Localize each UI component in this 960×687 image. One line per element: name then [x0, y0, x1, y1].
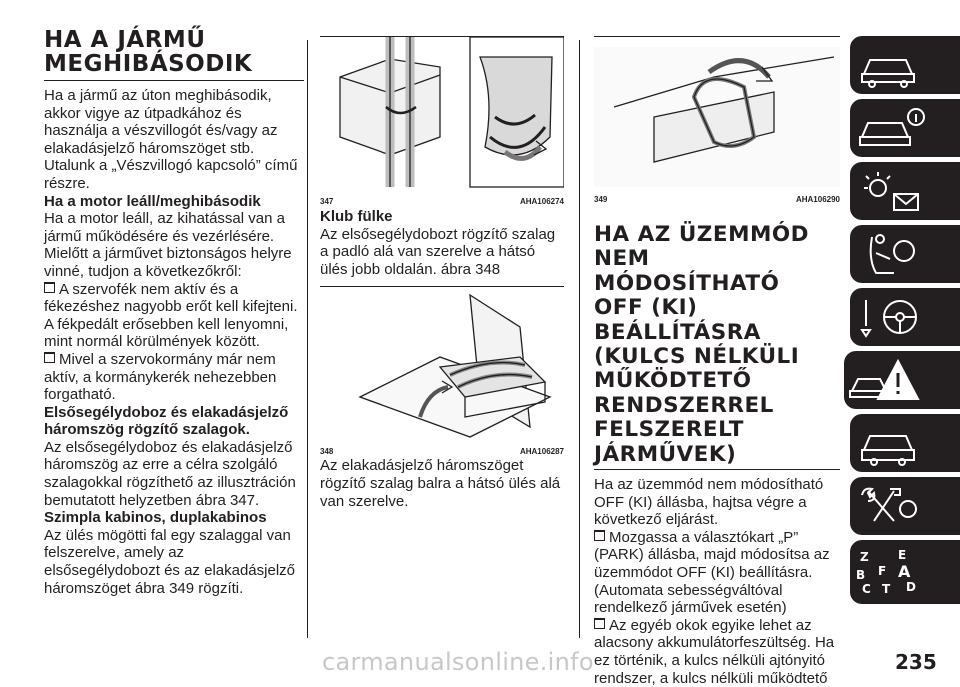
- strap-floor-illustration: [320, 287, 564, 445]
- title-line: HA AZ ÜZEMMÓD: [594, 222, 809, 247]
- figure-349-caption: [594, 195, 840, 205]
- club-cab-text: Az elsősegélydobozt rögzítő szalag a padló alá van szerelve a hátsó ülés jobb oldalán. ábra 348: [320, 225, 556, 278]
- seat-airbag-icon: [854, 229, 928, 279]
- figure-348-caption: [320, 447, 564, 457]
- tab-emergency[interactable]: [844, 351, 960, 409]
- title-line: (KULCS NÉLKÜLI: [594, 344, 800, 370]
- title-line: OFF (KI): [594, 295, 698, 321]
- title-rule: [44, 80, 304, 81]
- tab-safety[interactable]: [850, 225, 960, 283]
- figure-349: [594, 37, 840, 193]
- alphabet-index-icon: [854, 547, 928, 597]
- strap-seat-illustration: [320, 37, 564, 195]
- column-2: [320, 28, 564, 510]
- bullet-text: Mozgassa a választókart „P” (PARK) állásba, majd módosítsa az üzemmódot OFF (KI) beállításra. (Automata sebességváltóval rendelkező járművek esetén): [594, 528, 830, 617]
- figure-number: 349: [594, 195, 608, 204]
- svg-text:E: E: [898, 548, 907, 562]
- title-line: HA A JÁRMŰ: [44, 27, 206, 53]
- figure-code: AHA106290: [795, 195, 840, 204]
- cab-types-text: Az ülés mögötti fal egy szalaggal van felszerelve, amely az elsősegélydobozt és az elakadásjelző háromszöget ábra 349 rögzíti.: [44, 526, 295, 597]
- title-line: BEÁLLÍTÁSRA: [594, 319, 761, 345]
- column-1: [44, 28, 304, 597]
- figure-code: AHA106287: [519, 447, 564, 457]
- intro-paragraph: Ha az üzemmód nem módosítható OFF (KI) állásba, hajtsa végre a következő eljárást.: [594, 476, 824, 529]
- svg-text:Z: Z: [860, 550, 869, 564]
- title-line: JÁRMŰVEK): [594, 441, 737, 467]
- section-title: [44, 28, 304, 76]
- svg-text:C: C: [862, 582, 871, 596]
- figure-347-caption: [320, 197, 564, 207]
- bullet-park: [594, 529, 840, 617]
- figure-number: 348: [320, 447, 334, 457]
- tab-service[interactable]: [850, 414, 960, 472]
- watermark: carmanualsonline.info: [322, 648, 594, 676]
- svg-text:B: B: [856, 568, 866, 582]
- tab-lights[interactable]: [850, 162, 960, 220]
- title-line: MŰKÖDTETŐ: [594, 368, 752, 394]
- page-number: 235: [895, 650, 937, 674]
- svg-text:F: F: [878, 564, 887, 578]
- heading-cab-types: Szimpla kabinos, duplakabinos: [44, 509, 267, 527]
- figure-code: AHA106274: [519, 197, 564, 206]
- first-aid-straps-text: Az elsősegélydoboz és elakadásjelző háromszög az erre a célra szolgáló szalagokkal rögzíthető az illusztráción bemutatott helyzetben ábra 347.: [44, 438, 296, 509]
- heading-club-cab: Klub fülke: [320, 208, 393, 225]
- svg-text:T: T: [882, 582, 891, 596]
- figure-348-text: Az elakadásjelző háromszöget rögzítő szalag balra a hátsó ülés alá van szerelve.: [320, 457, 561, 510]
- car-info-icon: [854, 103, 928, 153]
- lights-message-icon: [854, 166, 928, 216]
- figure-347: [320, 37, 564, 195]
- title-line: NEM MÓDOSÍTHATÓ: [594, 246, 780, 296]
- tab-info[interactable]: [850, 99, 960, 157]
- car-dashboard-icon: [854, 40, 928, 90]
- bullet-text: A szervofék nem aktív és a fékezéshez nagyobb erőt kell kifejteni. A fékpedált erősebben kell lenyomni, mint normál körülmények között.: [44, 280, 298, 351]
- figure-number: 347: [320, 197, 334, 206]
- bullet-brake: [44, 281, 304, 351]
- bullet-battery: [594, 617, 840, 687]
- svg-text:D: D: [906, 580, 916, 594]
- bullet-text: Az egyéb okok egyike lehet az alacsony akkumulátorfeszültség. Ha ez történik, a kulcs nélküli ajtónyitó rendszer, a kulcs nélküli működtető: [594, 616, 835, 687]
- intro-paragraph: Ha a jármű az úton meghibásodik, akkor vigye az útpadkához és használja a vészvillogót és/vagy az elakadásjelző háromszöget stb. Utalunk a „Vészvillogó kapcsoló” című részre.: [44, 87, 298, 192]
- column-divider: [307, 40, 308, 638]
- car-service-icon: [854, 418, 928, 468]
- strap-wall-illustration: [594, 37, 840, 193]
- column-divider: [579, 40, 580, 638]
- svg-text:A: A: [898, 562, 911, 581]
- section-title: [594, 223, 840, 467]
- tab-technical[interactable]: [850, 477, 960, 535]
- column-3: [594, 28, 840, 687]
- tab-dashboard[interactable]: [850, 36, 960, 94]
- tools-icon: [854, 481, 928, 531]
- bullet-text: Mivel a szervokormány már nem aktív, a kormánykerék nehezebben forgatható.: [44, 350, 277, 404]
- title-rule: [594, 469, 840, 470]
- key-steering-wheel-icon: [854, 292, 928, 342]
- title-line: RENDSZERREL: [594, 392, 774, 418]
- tab-starting[interactable]: [850, 288, 960, 346]
- breakdown-triangle-icon: [848, 355, 922, 405]
- bullet-steering: [44, 351, 304, 404]
- tab-index[interactable]: [850, 540, 960, 604]
- engine-stall-text: Ha a motor leáll, az kihatással van a jármű működésére és vezérlésére. Mielőtt a járművet biztonságos helyre vinné, tudjon a következőkről:: [44, 210, 292, 280]
- title-line: MEGHIBÁSODIK: [44, 51, 253, 77]
- heading-first-aid-straps: Elsősegélydoboz és elakadásjelző háromszög rögzítő szalagok.: [44, 403, 289, 439]
- title-line: FELSZERELT: [594, 417, 744, 443]
- figure-348: [320, 287, 564, 445]
- heading-engine-stall: Ha a motor leáll/meghibásodik: [44, 192, 261, 210]
